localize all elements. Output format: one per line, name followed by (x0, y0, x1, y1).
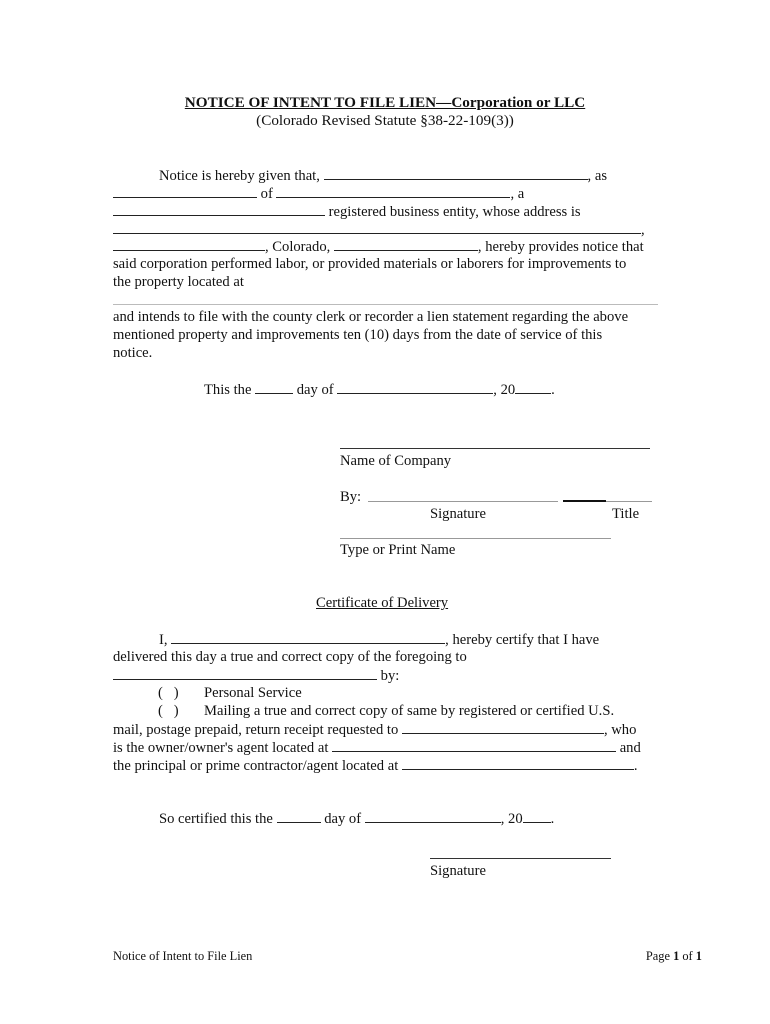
recipient-blank[interactable] (113, 666, 377, 680)
cert-dateline (159, 809, 704, 828)
cert-text: , who (603, 722, 637, 738)
property-blank[interactable] (113, 304, 658, 305)
by-label: By: (340, 489, 362, 505)
cert-text: So certified this the (159, 811, 273, 827)
notice-text: , as (587, 168, 608, 184)
city-blank[interactable] (113, 237, 265, 251)
notice-text: Notice is hereby given that, (159, 168, 320, 184)
notice-line-2 (113, 184, 658, 203)
footer-page (646, 948, 702, 964)
cert-signature-line[interactable] (430, 858, 611, 859)
document-title: NOTICE OF INTENT TO FILE LIEN—Corporation or LLC (184, 94, 586, 111)
cert-year-blank[interactable] (523, 809, 551, 823)
entity-blank[interactable] (276, 184, 510, 198)
cert-text: . (550, 811, 555, 827)
cert-text: , hereby certify that I have (445, 632, 600, 648)
cert-text: is the owner/owner's agent located at (113, 740, 329, 756)
zip-blank[interactable] (334, 237, 478, 251)
notice-line-3 (113, 202, 658, 221)
dateline-text: day of (293, 382, 334, 398)
personal-service-label: Personal Service (204, 685, 302, 701)
title-line-bold (563, 500, 606, 502)
entity-type-blank[interactable] (113, 202, 325, 216)
cert-line-6 (113, 738, 658, 757)
notice-text: , a (510, 186, 525, 202)
cert-day-blank[interactable] (277, 809, 321, 823)
month-blank[interactable] (337, 380, 493, 394)
cert-line-2: delivered this day a true and correct copy of the foregoing to (113, 649, 467, 665)
notice-line-9: mentioned property and improvements ten (10) days from the date of service of this (113, 327, 603, 343)
year-blank[interactable] (515, 380, 551, 394)
capacity-blank[interactable] (113, 184, 257, 198)
notice-line-8: and intends to file with the county clerk or recorder a lien statement regarding the above (113, 309, 629, 325)
cert-line-3 (113, 666, 658, 685)
signature-line[interactable] (368, 501, 558, 502)
notice-line-1 (159, 166, 704, 185)
title-caption: Title (612, 506, 640, 522)
print-name-label: Type or Print Name (340, 542, 456, 558)
cert-text: , 20 (500, 811, 523, 827)
cert-line-5 (113, 720, 658, 739)
company-label: Name of Company (340, 453, 452, 469)
mail-recipient-blank[interactable] (402, 720, 604, 734)
print-name-line[interactable] (340, 538, 611, 539)
dateline-text: This the (204, 382, 252, 398)
cert-text: and (616, 740, 641, 756)
mailing-checkbox[interactable]: ( ) (158, 703, 179, 719)
title-line[interactable] (606, 501, 652, 502)
notice-line-5 (113, 237, 658, 256)
address-blank[interactable] (113, 220, 641, 234)
notice-line-6: said corporation performed labor, or provided materials or laborers for improvements to (113, 256, 627, 272)
cert-text: . (633, 758, 638, 774)
notice-text: of (257, 186, 273, 202)
footer-page-total: 1 (695, 949, 702, 963)
cert-text: mail, postage prepaid, return receipt requested to (113, 722, 399, 738)
cert-line-7 (113, 756, 658, 775)
signature-caption: Signature (430, 506, 486, 522)
dateline-text: , 20 (493, 382, 516, 398)
certificate-heading: Certificate of Delivery (316, 595, 449, 611)
cert-line-1 (159, 630, 704, 649)
footer-page-number: 1 (673, 949, 680, 963)
dateline-text: . (551, 382, 555, 398)
notice-line-7: the property located at (113, 274, 244, 290)
cert-text: by: (377, 668, 400, 684)
personal-service-checkbox[interactable]: ( ) (158, 685, 179, 701)
notice-line-10: notice. (113, 345, 153, 361)
cert-signature-caption: Signature (430, 863, 486, 879)
claimant-blank[interactable] (324, 166, 588, 180)
footer-title: Notice of Intent to File Lien (113, 949, 253, 963)
notice-text: registered business entity, whose address is (325, 204, 581, 220)
company-name-line[interactable] (340, 448, 650, 449)
notice-text: , (641, 222, 645, 238)
cert-text: I, (159, 632, 168, 648)
footer-text: Page (645, 949, 674, 963)
notice-text: , Colorado, (265, 239, 331, 255)
document-subtitle: (Colorado Revised Statute §38-22-109(3)) (256, 112, 514, 129)
owner-agent-blank[interactable] (332, 738, 616, 752)
cert-month-blank[interactable] (365, 809, 501, 823)
contractor-blank[interactable] (402, 756, 634, 770)
mailing-label: Mailing a true and correct copy of same by registered or certified U.S. (204, 703, 615, 719)
day-blank[interactable] (255, 380, 293, 394)
footer-text: of (679, 949, 696, 963)
certifier-blank[interactable] (171, 630, 445, 644)
notice-text: , hereby provides notice that (477, 239, 644, 255)
cert-text: day of (320, 811, 362, 827)
cert-text: the principal or prime contractor/agent located at (113, 758, 399, 774)
dateline (204, 380, 749, 399)
